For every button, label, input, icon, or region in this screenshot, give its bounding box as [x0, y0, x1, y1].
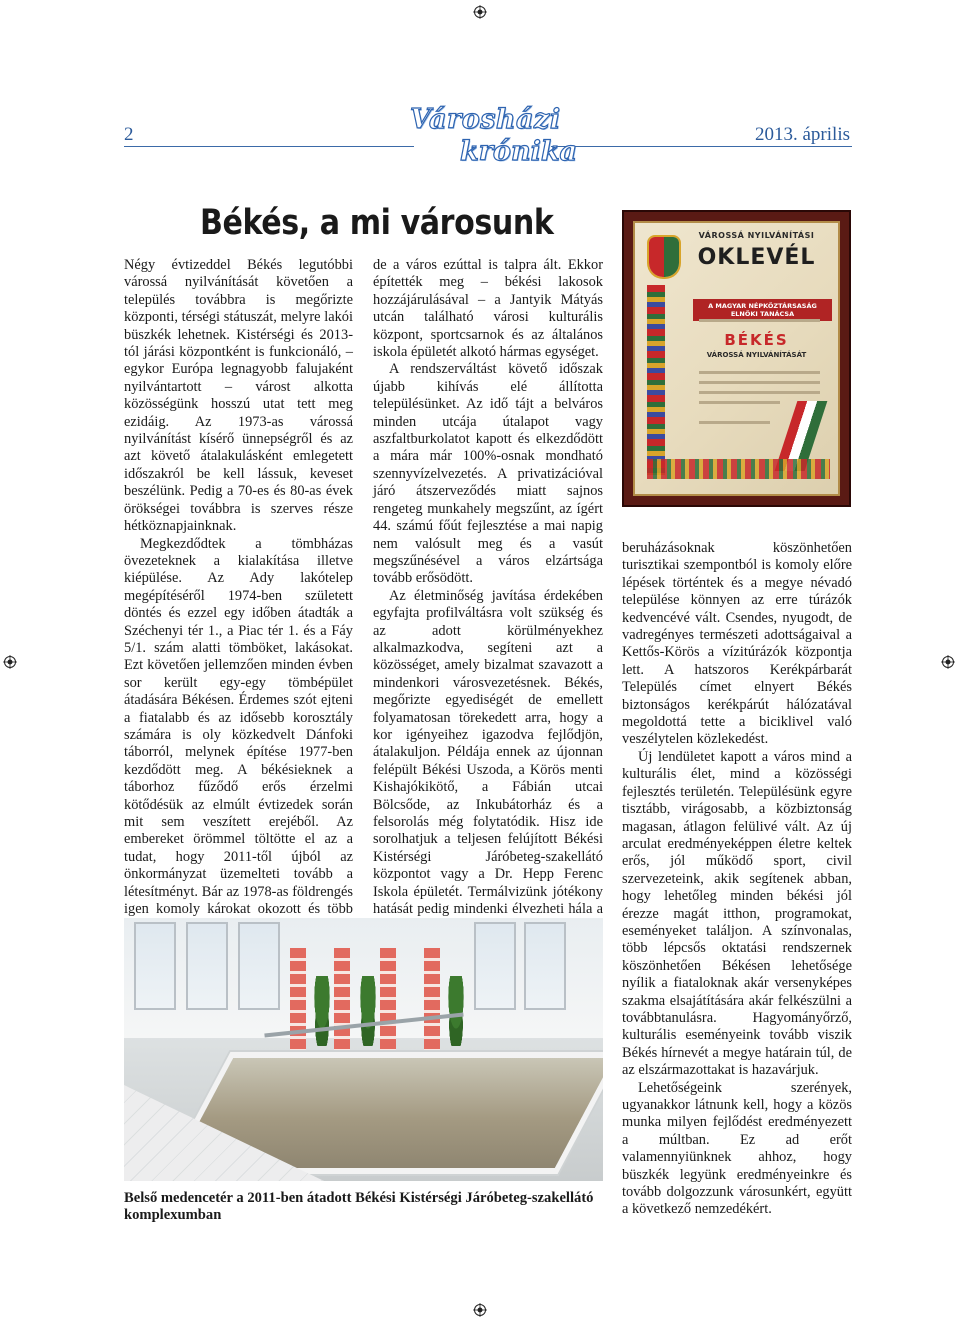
masthead-line-1: Városházi [410, 104, 561, 135]
registration-mark-bottom [473, 1303, 487, 1317]
article-title: Békés, a mi városunk [200, 203, 554, 243]
diploma-photo [622, 210, 851, 507]
pool-tile-stripe [290, 948, 306, 1058]
pool-tile-stripe [424, 948, 440, 1058]
diploma-text-line [699, 391, 820, 394]
diploma-town: BÉKÉS [724, 331, 789, 349]
paragraph: Négy évtizeddel Békés legutóbbi várossá nyilvánítását követően a település továbbra is megőrizte központi, térségi státuszát, melyre lakói büszkék lehetnek. Kistérségi és 2013-tól járási központként is funkcionáló, – egykor Európa legnagyobb falujaként nyilvántartott – várost alkotta közösségünk hosszú utat tett meg ezidáig. Az 1973-as várossá nyilvánítást kísérő ünnepségről és az azt követő átalakulásként emlegetett időszakról be kell lássuk, keveset beszélünk. Pedig a 70-es és 80-as évek örökségei továbbra is szerves része hétköznapjainknak. [124, 257, 353, 535]
diploma-title: OKLEVÉL [697, 245, 816, 270]
diploma-heading: VÁROSSÁ NYILVÁNÍTÁSI [698, 231, 815, 240]
paragraph: beruházásoknak köszönhetően turisztikai szempontból is komoly előre lépések történtek és a megye névadó települése könnyen az erre túrázók kedvencévé vált. Csendes, nyugodt, de vadregényes természeti adottságaival a Kettős-Körös a vízitúrázók központja lett. A hatszoros Kerékpárbarát Település címet elnyert Békés biztonságos kerékpárút hálózatával megoldottá tette a biciklivel való veszélytelen közlekedést. [622, 540, 852, 748]
pool-tile-stripe [334, 948, 350, 1058]
plant [444, 976, 468, 1046]
photo-caption: Belső medencetér a 2011-ben átadott Békési Kistérségi Járóbeteg-szakellátó komplexumban [124, 1190, 594, 1224]
masthead-logo [410, 104, 578, 168]
diploma-text-line [699, 319, 820, 322]
folk-ornament-border [647, 285, 665, 475]
coat-of-arms-icon [649, 237, 679, 277]
registration-mark-left [3, 655, 17, 669]
pool-window [186, 922, 228, 1010]
paragraph: Megkezdődtek a tömbházas övezeteknek a kialakítása illetve kiépülése. Az Ady lakótelep megépítéséről 1974-ben született döntés és ezzel egy időben átadták a Széchenyi tér 1., a Piac tér 1. és a Fáy 5/1. szám alatti tömböket, lakásokat. Ezt követően jellemzően minden évben sor került egy-egy tömbépület átadására Békésen. Érdemes szót ejteni a fiatalabb és az idősebb korosztály számára is oly közkedvelt Dánfoki táborról, melynek építése 1977-ben kezdődött meg. A békésieknek a táborhoz fűződő erős érzelmi kötődésük az elmúlt évtizedek során mit sem veszített erejéből. Az embereket örömmel töltötte el az a tudat, hogy 2011-től újból az önkormányzat üzemelteti tovább a létesítményt. Bár az 1978-as földrengés igen komoly károkat okozott és több [124, 535, 353, 918]
registration-mark-right [941, 655, 955, 669]
folk-ornament-bottom [647, 459, 830, 479]
pool-photo [124, 918, 603, 1181]
pool-window [524, 922, 566, 1010]
header-rule-left [124, 146, 414, 147]
paragraph: A rendszerváltást követő időszak újabb kihívás elé állította településünket. Az idő tájt a belváros minden utcája útalapot vagy aszfaltburkolatot kapott és elkezdődött a mára már 100%-osnak mondható szennyvízelvezetés. A privatizációval járó átszerveződés miatt sajnos rengeteg munkahely megszűnt, az ígért 44. számú főút fejlesztése a mai napig nem valósult meg és a vasút megszűnésével a város elzártsága tovább erősödött. [373, 361, 603, 587]
plant [356, 976, 380, 1046]
registration-mark-top [473, 5, 487, 19]
diploma-subtitle: VÁROSSÁ NYILVÁNÍTÁSÁT [706, 351, 807, 359]
paragraph: Lehetőségeink szerények, ugyanakkor látnunk kell, hogy a közös munka milyen fejlődést eredményezett a múltban. Ez ad erőt valamennyiünknek ahhoz, hogy büszkék legyünk eredményeinkre és tovább dolgozzunk városunkért, együtt a következő nemzedékért. [622, 1079, 852, 1218]
pool-window [238, 922, 280, 1010]
diploma-text-line [699, 401, 780, 404]
paragraph: Új lendületet kapott a város mind a kulturális élet, mind a közösségi fejlesztés területén. Településünk egyre tisztább, virágosabb, a közbiztonság magasan, átlagon felülivé vált. Az új arculat eredményeképpen életre keltek erős, jól működő sport, civil szervezeteink, akik segítenek abban, hogy lehetőleg minden békési jól érezze magát itthon, programokat, eseményeket találjon. A színvonalas, több lépcsős oktatási rendszernek köszönhetően Békésen lehetősége nyílik a fiataloknak akár versenyképes szakma elsajátítására akár felkészülni a továbbtanulásra. Hagyományőrző, kulturális eseményeink tovább viszik Békés hírnevét a megye határain túl, de az elszármazottakat is hazavárjuk. [622, 748, 852, 1079]
diploma-text-line [699, 421, 770, 424]
diploma-text-line [699, 381, 820, 384]
diploma-text-line [699, 371, 820, 374]
article-column-1 [124, 257, 353, 936]
diploma-document [633, 221, 840, 496]
page-number: 2 [124, 124, 134, 145]
pool-tile-stripe [380, 948, 396, 1058]
header-rule-right [551, 146, 852, 147]
paragraph: de a város ezúttal is talpra ált. Ekkor építették meg – békési lakosok hozzájárulásával – a Jantyik Mátyás utcán található városi kulturális központ, sportcsarnok és az általános iskola épületét alkotó hármas egységet. [373, 257, 603, 361]
pool-window [134, 922, 176, 1010]
article-column-3 [622, 540, 852, 1219]
issue-date: 2013. április [755, 124, 850, 145]
diploma-council: A MAGYAR NÉPKÖZTÁRSASÁG ELNÖKI TANÁCSA [693, 299, 832, 321]
paragraph: Az életminőség javítása érdekében egyfajta profilváltásra volt szükség és az adott körülményekhez alkalmazkodva, segíteni azt a közösséget, amely bizalmat szavazott a mindenkori városvezetésnek. Békés, megőrizte egyediségét de emellett folyamatosan törekedett arra, hogy a kor igényeihez igazodva fejlődjön, átalakuljon. Példája ennek az újonnan felépült Békési Uszoda, a Körös menti Kishajókikötő, a Fábián utcai Bölcsőde, az Inkubátorház és a felsorolás még folytatódik. Hisz ide sorolhatjuk a teljesen felújított Békési Kistérségi Járóbeteg-szakellátó központot vagy a Dr. Hepp Ferenc Iskola épületét. Termálvizünk jótékony hatását pedig mindenki élvezheti hála a [373, 587, 603, 918]
masthead-line-2: krónika [460, 136, 578, 167]
article-column-2 [373, 257, 603, 953]
pool-window [474, 922, 516, 1010]
plant [310, 976, 334, 1046]
